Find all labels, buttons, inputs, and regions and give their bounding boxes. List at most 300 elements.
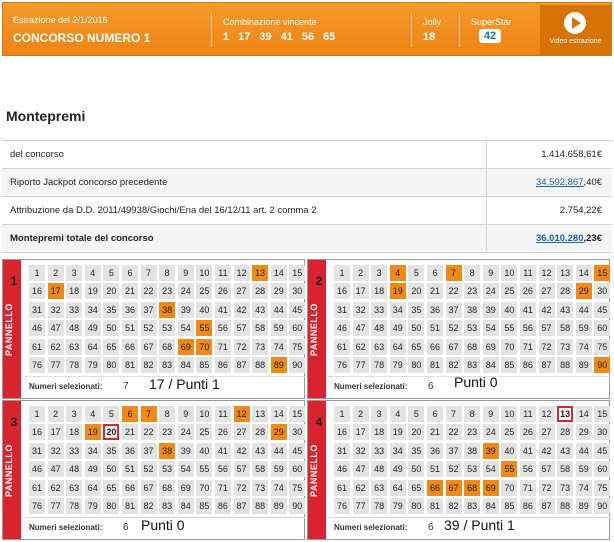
number-cell[interactable]: 77 <box>48 498 64 514</box>
number-cell[interactable]: 58 <box>252 320 268 336</box>
number-cell[interactable]: 14 <box>576 265 592 281</box>
number-cell[interactable]: 82 <box>446 498 462 514</box>
number-cell[interactable]: 34 <box>390 302 406 318</box>
number-cell[interactable]: 55 <box>196 320 212 336</box>
number-cell[interactable]: 42 <box>539 302 555 318</box>
number-cell[interactable]: 71 <box>520 339 536 355</box>
number-cell[interactable]: 5 <box>408 406 424 422</box>
number-cell[interactable]: 20 <box>408 424 424 440</box>
number-cell[interactable]: 53 <box>159 461 175 477</box>
number-cell[interactable]: 21 <box>427 283 443 299</box>
number-cell[interactable]: 2 <box>48 406 64 422</box>
number-cell[interactable]: 48 <box>66 461 82 477</box>
number-cell[interactable]: 51 <box>427 461 443 477</box>
number-cell[interactable]: 84 <box>178 357 194 373</box>
number-cell[interactable]: 43 <box>557 443 573 459</box>
number-cell[interactable]: 44 <box>271 443 287 459</box>
number-cell[interactable]: 46 <box>334 461 350 477</box>
number-cell[interactable]: 54 <box>483 320 499 336</box>
number-cell[interactable]: 48 <box>371 461 387 477</box>
number-cell[interactable]: 50 <box>103 461 119 477</box>
number-cell[interactable]: 79 <box>85 357 101 373</box>
number-cell[interactable]: 72 <box>539 480 555 496</box>
number-cell[interactable]: 44 <box>271 302 287 318</box>
number-cell[interactable]: 18 <box>371 283 387 299</box>
number-cell[interactable]: 7 <box>141 406 157 422</box>
number-cell[interactable]: 16 <box>29 283 45 299</box>
number-cell[interactable]: 4 <box>390 265 406 281</box>
number-cell[interactable]: 12 <box>539 406 555 422</box>
number-cell[interactable]: 29 <box>271 283 287 299</box>
number-cell[interactable]: 31 <box>29 443 45 459</box>
number-cell[interactable]: 63 <box>66 480 82 496</box>
number-cell[interactable]: 14 <box>271 406 287 422</box>
number-cell[interactable]: 40 <box>501 302 517 318</box>
number-cell[interactable]: 63 <box>66 339 82 355</box>
number-cell[interactable]: 62 <box>353 339 369 355</box>
number-cell[interactable]: 87 <box>234 357 250 373</box>
number-cell[interactable]: 52 <box>446 320 462 336</box>
number-cell[interactable]: 55 <box>196 461 212 477</box>
number-cell[interactable]: 21 <box>122 283 138 299</box>
number-cell[interactable]: 16 <box>334 424 350 440</box>
number-cell[interactable]: 57 <box>234 461 250 477</box>
number-cell[interactable]: 39 <box>178 302 194 318</box>
number-cell[interactable]: 9 <box>483 406 499 422</box>
number-cell[interactable]: 55 <box>501 320 517 336</box>
number-cell[interactable]: 44 <box>576 443 592 459</box>
number-cell[interactable]: 17 <box>353 424 369 440</box>
number-cell[interactable]: 8 <box>159 265 175 281</box>
number-cell[interactable]: 71 <box>215 339 231 355</box>
number-cell[interactable]: 88 <box>252 357 268 373</box>
number-cell[interactable]: 22 <box>141 424 157 440</box>
number-cell[interactable]: 23 <box>464 283 480 299</box>
number-cell[interactable]: 35 <box>408 302 424 318</box>
number-cell[interactable]: 87 <box>234 498 250 514</box>
number-cell[interactable]: 51 <box>427 320 443 336</box>
number-cell[interactable]: 64 <box>85 480 101 496</box>
number-cell[interactable]: 21 <box>122 424 138 440</box>
number-cell[interactable]: 78 <box>66 498 82 514</box>
number-cell[interactable]: 52 <box>141 461 157 477</box>
number-cell[interactable]: 38 <box>159 443 175 459</box>
number-cell[interactable]: 41 <box>520 302 536 318</box>
number-cell[interactable]: 30 <box>594 283 610 299</box>
number-cell[interactable]: 68 <box>159 480 175 496</box>
number-cell[interactable]: 4 <box>85 406 101 422</box>
number-cell[interactable]: 85 <box>196 498 212 514</box>
number-cell[interactable]: 81 <box>427 498 443 514</box>
number-cell[interactable]: 34 <box>390 443 406 459</box>
number-cell[interactable]: 1 <box>334 265 350 281</box>
number-cell[interactable]: 76 <box>334 357 350 373</box>
number-cell[interactable]: 19 <box>390 424 406 440</box>
number-cell[interactable]: 31 <box>334 443 350 459</box>
number-cell[interactable]: 26 <box>520 424 536 440</box>
number-cell[interactable]: 80 <box>103 498 119 514</box>
number-cell[interactable]: 65 <box>103 339 119 355</box>
number-cell[interactable]: 35 <box>408 443 424 459</box>
number-cell[interactable]: 52 <box>141 320 157 336</box>
number-cell[interactable]: 75 <box>289 480 305 496</box>
number-cell[interactable]: 23 <box>159 283 175 299</box>
number-cell[interactable]: 75 <box>594 480 610 496</box>
number-cell[interactable]: 43 <box>252 443 268 459</box>
number-cell[interactable]: 75 <box>289 339 305 355</box>
number-cell[interactable]: 24 <box>178 283 194 299</box>
number-cell[interactable]: 47 <box>353 461 369 477</box>
number-cell[interactable]: 41 <box>520 443 536 459</box>
number-cell[interactable]: 5 <box>103 406 119 422</box>
number-cell[interactable]: 66 <box>427 339 443 355</box>
number-cell[interactable]: 50 <box>103 320 119 336</box>
number-cell[interactable]: 53 <box>464 461 480 477</box>
number-cell[interactable]: 37 <box>141 302 157 318</box>
number-cell[interactable]: 45 <box>289 302 305 318</box>
number-cell[interactable]: 34 <box>85 443 101 459</box>
number-cell[interactable]: 58 <box>557 320 573 336</box>
number-cell[interactable]: 83 <box>159 357 175 373</box>
number-cell[interactable]: 26 <box>215 424 231 440</box>
number-cell[interactable]: 22 <box>446 424 462 440</box>
number-cell[interactable]: 13 <box>557 406 573 422</box>
number-cell[interactable]: 33 <box>371 302 387 318</box>
number-cell[interactable]: 40 <box>196 302 212 318</box>
number-cell[interactable]: 7 <box>141 265 157 281</box>
number-cell[interactable]: 47 <box>48 320 64 336</box>
number-cell[interactable]: 20 <box>408 283 424 299</box>
number-cell[interactable]: 84 <box>483 357 499 373</box>
number-cell[interactable]: 89 <box>576 498 592 514</box>
number-cell[interactable]: 27 <box>234 424 250 440</box>
number-cell[interactable]: 21 <box>427 424 443 440</box>
number-cell[interactable]: 4 <box>390 406 406 422</box>
number-cell[interactable]: 46 <box>29 320 45 336</box>
number-cell[interactable]: 43 <box>557 302 573 318</box>
number-cell[interactable]: 33 <box>66 302 82 318</box>
number-cell[interactable]: 64 <box>390 480 406 496</box>
number-cell[interactable]: 17 <box>353 283 369 299</box>
number-cell[interactable]: 74 <box>271 339 287 355</box>
number-cell[interactable]: 6 <box>122 265 138 281</box>
number-cell[interactable]: 20 <box>103 424 119 440</box>
number-cell[interactable]: 60 <box>594 320 610 336</box>
number-cell[interactable]: 30 <box>594 424 610 440</box>
number-cell[interactable]: 14 <box>576 406 592 422</box>
number-cell[interactable]: 22 <box>446 283 462 299</box>
number-cell[interactable]: 34 <box>85 302 101 318</box>
number-cell[interactable]: 30 <box>289 424 305 440</box>
number-cell[interactable]: 88 <box>252 498 268 514</box>
number-cell[interactable]: 64 <box>85 339 101 355</box>
number-cell[interactable]: 31 <box>29 302 45 318</box>
number-cell[interactable]: 83 <box>159 498 175 514</box>
number-cell[interactable]: 51 <box>122 461 138 477</box>
number-cell[interactable]: 28 <box>557 424 573 440</box>
number-cell[interactable]: 57 <box>539 320 555 336</box>
number-cell[interactable]: 64 <box>390 339 406 355</box>
number-cell[interactable]: 48 <box>371 320 387 336</box>
number-cell[interactable]: 90 <box>594 357 610 373</box>
number-cell[interactable]: 59 <box>271 461 287 477</box>
number-cell[interactable]: 12 <box>234 406 250 422</box>
number-cell[interactable]: 48 <box>66 320 82 336</box>
number-cell[interactable]: 49 <box>85 461 101 477</box>
number-cell[interactable]: 27 <box>539 283 555 299</box>
number-cell[interactable]: 61 <box>334 339 350 355</box>
number-cell[interactable]: 70 <box>196 480 212 496</box>
number-cell[interactable]: 29 <box>576 283 592 299</box>
number-cell[interactable]: 16 <box>29 424 45 440</box>
number-cell[interactable]: 16 <box>334 283 350 299</box>
number-cell[interactable]: 9 <box>483 265 499 281</box>
number-cell[interactable]: 85 <box>196 357 212 373</box>
number-cell[interactable]: 36 <box>427 302 443 318</box>
number-cell[interactable]: 37 <box>446 443 462 459</box>
number-cell[interactable]: 10 <box>196 406 212 422</box>
number-cell[interactable]: 26 <box>215 283 231 299</box>
number-cell[interactable]: 39 <box>178 443 194 459</box>
number-cell[interactable]: 28 <box>252 424 268 440</box>
number-cell[interactable]: 65 <box>103 480 119 496</box>
number-cell[interactable]: 60 <box>594 461 610 477</box>
number-cell[interactable]: 84 <box>178 498 194 514</box>
number-cell[interactable]: 56 <box>215 320 231 336</box>
number-cell[interactable]: 73 <box>252 339 268 355</box>
number-cell[interactable]: 22 <box>141 283 157 299</box>
number-cell[interactable]: 17 <box>48 424 64 440</box>
number-cell[interactable]: 42 <box>234 443 250 459</box>
number-cell[interactable]: 49 <box>390 461 406 477</box>
number-cell[interactable]: 81 <box>427 357 443 373</box>
number-cell[interactable]: 11 <box>215 265 231 281</box>
number-cell[interactable]: 46 <box>334 320 350 336</box>
number-cell[interactable]: 86 <box>520 357 536 373</box>
number-cell[interactable]: 69 <box>483 480 499 496</box>
number-cell[interactable]: 36 <box>122 302 138 318</box>
number-cell[interactable]: 27 <box>539 424 555 440</box>
number-cell[interactable]: 23 <box>464 424 480 440</box>
number-cell[interactable]: 89 <box>271 357 287 373</box>
number-cell[interactable]: 57 <box>539 461 555 477</box>
number-cell[interactable]: 61 <box>29 480 45 496</box>
number-cell[interactable]: 17 <box>48 283 64 299</box>
number-cell[interactable]: 72 <box>539 339 555 355</box>
number-cell[interactable]: 36 <box>427 443 443 459</box>
number-cell[interactable]: 73 <box>252 480 268 496</box>
number-cell[interactable]: 42 <box>234 302 250 318</box>
number-cell[interactable]: 54 <box>178 461 194 477</box>
number-cell[interactable]: 78 <box>66 357 82 373</box>
number-cell[interactable]: 90 <box>289 357 305 373</box>
number-cell[interactable]: 78 <box>371 357 387 373</box>
number-cell[interactable]: 41 <box>215 443 231 459</box>
number-cell[interactable]: 19 <box>85 424 101 440</box>
number-cell[interactable]: 35 <box>103 443 119 459</box>
number-cell[interactable]: 69 <box>178 339 194 355</box>
number-cell[interactable]: 59 <box>271 320 287 336</box>
number-cell[interactable]: 84 <box>483 498 499 514</box>
number-cell[interactable]: 32 <box>353 443 369 459</box>
number-cell[interactable]: 54 <box>178 320 194 336</box>
number-cell[interactable]: 32 <box>48 302 64 318</box>
number-cell[interactable]: 53 <box>159 320 175 336</box>
number-cell[interactable]: 1 <box>29 265 45 281</box>
number-cell[interactable]: 5 <box>408 265 424 281</box>
number-cell[interactable]: 53 <box>464 320 480 336</box>
number-cell[interactable]: 76 <box>29 498 45 514</box>
number-cell[interactable]: 82 <box>141 498 157 514</box>
number-cell[interactable]: 15 <box>289 406 305 422</box>
number-cell[interactable]: 87 <box>539 498 555 514</box>
number-cell[interactable]: 75 <box>594 339 610 355</box>
number-cell[interactable]: 55 <box>501 461 517 477</box>
jackpot-link[interactable]: 34.592.867 <box>535 177 584 188</box>
number-cell[interactable]: 49 <box>390 320 406 336</box>
number-cell[interactable]: 76 <box>334 498 350 514</box>
number-cell[interactable]: 3 <box>371 406 387 422</box>
number-cell[interactable]: 85 <box>501 498 517 514</box>
number-cell[interactable]: 6 <box>427 406 443 422</box>
number-cell[interactable]: 14 <box>271 265 287 281</box>
number-cell[interactable]: 35 <box>103 302 119 318</box>
number-cell[interactable]: 76 <box>29 357 45 373</box>
number-cell[interactable]: 71 <box>215 480 231 496</box>
number-cell[interactable]: 1 <box>334 406 350 422</box>
number-cell[interactable]: 68 <box>464 339 480 355</box>
number-cell[interactable]: 7 <box>446 265 462 281</box>
number-cell[interactable]: 82 <box>141 357 157 373</box>
number-cell[interactable]: 32 <box>48 443 64 459</box>
number-cell[interactable]: 32 <box>353 302 369 318</box>
number-cell[interactable]: 25 <box>501 424 517 440</box>
number-cell[interactable]: 3 <box>66 265 82 281</box>
number-cell[interactable]: 44 <box>576 302 592 318</box>
number-cell[interactable]: 74 <box>576 339 592 355</box>
number-cell[interactable]: 37 <box>141 443 157 459</box>
number-cell[interactable]: 58 <box>252 461 268 477</box>
number-cell[interactable]: 46 <box>29 461 45 477</box>
number-cell[interactable]: 59 <box>576 320 592 336</box>
number-cell[interactable]: 38 <box>464 443 480 459</box>
number-cell[interactable]: 74 <box>576 480 592 496</box>
number-cell[interactable]: 71 <box>520 480 536 496</box>
number-cell[interactable]: 10 <box>501 406 517 422</box>
number-cell[interactable]: 45 <box>594 443 610 459</box>
number-cell[interactable]: 9 <box>178 406 194 422</box>
number-cell[interactable]: 6 <box>122 406 138 422</box>
number-cell[interactable]: 60 <box>289 461 305 477</box>
number-cell[interactable]: 18 <box>66 424 82 440</box>
number-cell[interactable]: 56 <box>520 320 536 336</box>
number-cell[interactable]: 74 <box>271 480 287 496</box>
number-cell[interactable]: 67 <box>446 480 462 496</box>
number-cell[interactable]: 73 <box>557 339 573 355</box>
number-cell[interactable]: 86 <box>520 498 536 514</box>
number-cell[interactable]: 36 <box>122 443 138 459</box>
number-cell[interactable]: 11 <box>215 406 231 422</box>
number-cell[interactable]: 37 <box>446 302 462 318</box>
number-cell[interactable]: 52 <box>446 461 462 477</box>
number-cell[interactable]: 12 <box>539 265 555 281</box>
number-cell[interactable]: 83 <box>464 498 480 514</box>
number-cell[interactable]: 41 <box>215 302 231 318</box>
number-cell[interactable]: 28 <box>557 283 573 299</box>
number-cell[interactable]: 25 <box>196 424 212 440</box>
number-cell[interactable]: 62 <box>48 339 64 355</box>
number-cell[interactable]: 47 <box>353 320 369 336</box>
number-cell[interactable]: 13 <box>252 265 268 281</box>
number-cell[interactable]: 69 <box>483 339 499 355</box>
number-cell[interactable]: 28 <box>252 283 268 299</box>
number-cell[interactable]: 72 <box>234 480 250 496</box>
number-cell[interactable]: 33 <box>66 443 82 459</box>
number-cell[interactable]: 25 <box>196 283 212 299</box>
number-cell[interactable]: 66 <box>427 480 443 496</box>
number-cell[interactable]: 70 <box>501 480 517 496</box>
number-cell[interactable]: 38 <box>159 302 175 318</box>
number-cell[interactable]: 33 <box>371 443 387 459</box>
number-cell[interactable]: 56 <box>520 461 536 477</box>
number-cell[interactable]: 62 <box>48 480 64 496</box>
number-cell[interactable]: 66 <box>122 339 138 355</box>
number-cell[interactable]: 23 <box>159 424 175 440</box>
number-cell[interactable]: 54 <box>483 461 499 477</box>
number-cell[interactable]: 77 <box>353 357 369 373</box>
number-cell[interactable]: 80 <box>408 498 424 514</box>
number-cell[interactable]: 10 <box>196 265 212 281</box>
number-cell[interactable]: 20 <box>103 283 119 299</box>
number-cell[interactable]: 80 <box>408 357 424 373</box>
number-cell[interactable]: 39 <box>483 443 499 459</box>
number-cell[interactable]: 6 <box>427 265 443 281</box>
number-cell[interactable]: 40 <box>196 443 212 459</box>
number-cell[interactable]: 79 <box>85 498 101 514</box>
number-cell[interactable]: 15 <box>289 265 305 281</box>
number-cell[interactable]: 81 <box>122 498 138 514</box>
number-cell[interactable]: 39 <box>483 302 499 318</box>
number-cell[interactable]: 58 <box>557 461 573 477</box>
number-cell[interactable]: 45 <box>594 302 610 318</box>
number-cell[interactable]: 10 <box>501 265 517 281</box>
video-button[interactable] <box>540 5 611 55</box>
number-cell[interactable]: 47 <box>48 461 64 477</box>
number-cell[interactable]: 51 <box>122 320 138 336</box>
number-cell[interactable]: 86 <box>215 357 231 373</box>
number-cell[interactable]: 42 <box>539 443 555 459</box>
number-cell[interactable]: 3 <box>371 265 387 281</box>
number-cell[interactable]: 12 <box>234 265 250 281</box>
number-cell[interactable]: 61 <box>334 480 350 496</box>
number-cell[interactable]: 45 <box>289 443 305 459</box>
number-cell[interactable]: 79 <box>390 498 406 514</box>
number-cell[interactable]: 27 <box>234 283 250 299</box>
number-cell[interactable]: 19 <box>85 283 101 299</box>
number-cell[interactable]: 2 <box>353 406 369 422</box>
number-cell[interactable]: 24 <box>483 424 499 440</box>
number-cell[interactable]: 63 <box>371 480 387 496</box>
number-cell[interactable]: 4 <box>85 265 101 281</box>
number-cell[interactable]: 25 <box>501 283 517 299</box>
number-cell[interactable]: 15 <box>594 265 610 281</box>
number-cell[interactable]: 67 <box>141 480 157 496</box>
number-cell[interactable]: 18 <box>66 283 82 299</box>
number-cell[interactable]: 29 <box>576 424 592 440</box>
number-cell[interactable]: 50 <box>408 320 424 336</box>
number-cell[interactable]: 7 <box>446 406 462 422</box>
number-cell[interactable]: 67 <box>141 339 157 355</box>
